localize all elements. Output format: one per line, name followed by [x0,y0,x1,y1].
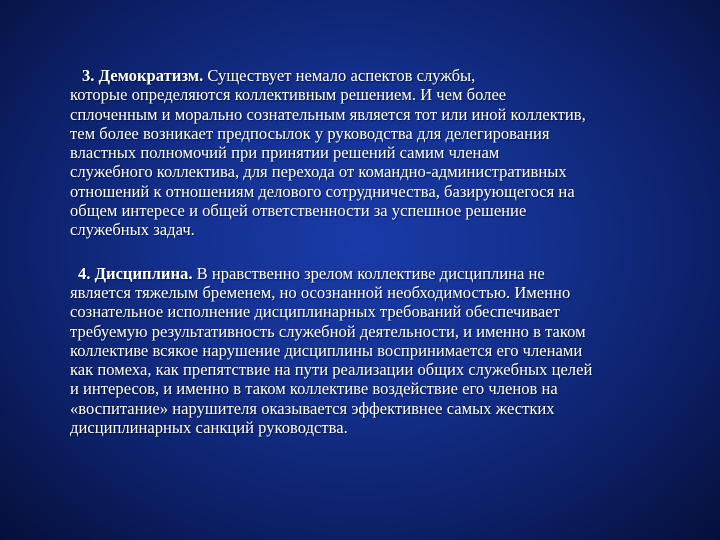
text-line: «воспитание» нарушителя оказывается эффективнее самых жестких [70,398,555,418]
paragraph-democratism [70,66,690,240]
text-line: требуемую результативность служебной деятельности, и именно в таком [70,321,586,341]
text-line: властных полномочий при принятии решений самим членам [70,143,500,163]
text-line: служебного коллектива, для перехода от командно-административных [70,162,567,182]
text-line: дисциплинарных санкций руководства. [70,418,348,438]
text-line: коллективе всякое нарушение дисциплины воспринимается его членами [70,340,583,360]
text-line: Существует немало аспектов службы, [203,66,476,85]
slide-body [70,66,690,437]
text-line: служебных задач. [70,220,195,240]
text-line: сплоченным и морально сознательным является тот или иной коллектив, [70,104,586,124]
paragraph-discipline [70,264,690,438]
text-line: В нравственно зрелом коллективе дисциплина не [192,263,545,283]
text-line: которые определяются коллективным решением. И чем более [70,85,507,105]
text-line: отношений к отношениям делового сотрудничества, базирующегося на [70,181,575,201]
paragraph-heading: 3. Демократизм. [82,66,204,85]
text-line: тем более возникает предпосылок у руководства для делегирования [70,123,550,143]
paragraph-heading: 4. Дисциплина. [78,263,193,283]
text-line: общем интересе и общей ответственности за успешное решение [70,201,527,221]
text-line: и интересов, и именно в таком коллективе воздействие его членов на [70,379,558,399]
text-line: является тяжелым бременем, но осознанной необходимостью. Именно [70,282,571,302]
text-line: сознательное исполнение дисциплинарных требований обеспечивает [70,302,560,322]
text-line: как помеха, как препятствие на пути реализации общих служебных целей [70,360,593,380]
